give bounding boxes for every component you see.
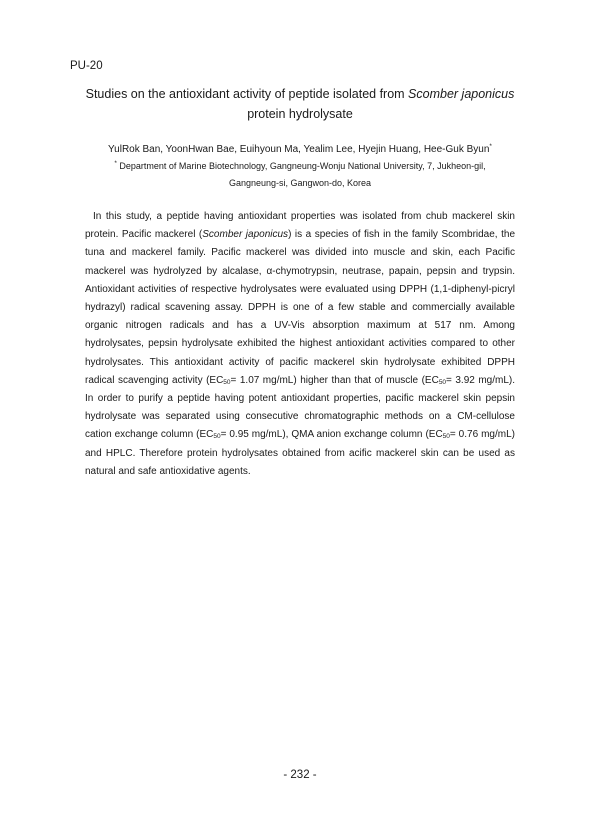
abstract-text: = 3.92 mg/mL). In order to purify a peptide having potent antioxidant properties, pacific mackerel skin pepsin hydrolysate was separated using consecutive chromatographic methods on a CM-cellulose cation exchange column (EC <box>85 374 515 441</box>
title-text: Studies on the antioxidant activity of peptide isolated from <box>85 87 409 101</box>
affiliation-mark: * <box>114 160 117 167</box>
ec-subscript: 50 <box>223 378 231 386</box>
abstract-text: = 0.95 mg/mL), QMA anion exchange column (EC <box>220 429 443 441</box>
abstract-text: In this study, a peptide having antioxidant properties was isolated from chub mackerel skin protein. Pacific mackerel ( <box>85 211 515 241</box>
abstract-text: = 0.76 mg/mL) and HPLC. Therefore protein hydrolysates obtained from acific mackerel skin can be used as natural and safe antioxidative agents. <box>85 429 515 477</box>
abstract-body <box>85 208 515 481</box>
page-number: - 232 - <box>283 769 317 781</box>
affiliation-line2: Gangneung-si, Gangwon-do, Korea <box>228 178 372 188</box>
abstract-text: = 1.07 mg/mL) higher than that of muscle (EC <box>230 374 439 386</box>
ec-subscript: 50 <box>442 433 450 441</box>
abstract-species: Scomber japonicus <box>202 229 289 241</box>
title-species: Scomber japonicus <box>408 87 515 101</box>
abstract-text: ) is a species of fish in the family Scombridae, the tuna and mackerel family. Pacific mackerel was divided into muscle and skin, each Pacific mackerel was hydrolyzed by alcalase, α-chymotrypsin, neutrase, papain, pepsin and trypsin. Antioxidant activities of respective hydrolysates were evaluated using DPPH (1,1-diphenyl-picryl hydrazyl) radical scavening assay. DPPH is one of a few stable and commercially available organic nitrogen radicals and has a UV-Vis absorption maximum at 517 nm. Among hydrolysates, pepsin hydrolysate exhibited the highest antioxidant activities compared to other hydrolysates. This antioxidant activity of pacific mackerel skin hydrolysate exhibited DPPH radical scavenging activity (EC <box>85 229 516 386</box>
affiliation-line1: Department of Marine Biotechnology, Gangneung-Wonju National University, 7, Jukheon-gil, <box>116 161 486 171</box>
author-mark: * <box>489 143 492 150</box>
ec-subscript: 50 <box>213 433 221 441</box>
author-names: YulRok Ban, YoonHwan Bae, Euihyoun Ma, Yealim Lee, Hyejin Huang, Hee-Guk Byun <box>108 144 490 155</box>
ec-subscript: 50 <box>438 378 447 386</box>
author-list <box>60 143 540 157</box>
affiliation <box>90 158 510 192</box>
paper-title <box>60 84 540 124</box>
title-line2: protein hydrolysate <box>247 107 353 121</box>
session-code: PU-20 <box>70 60 103 72</box>
